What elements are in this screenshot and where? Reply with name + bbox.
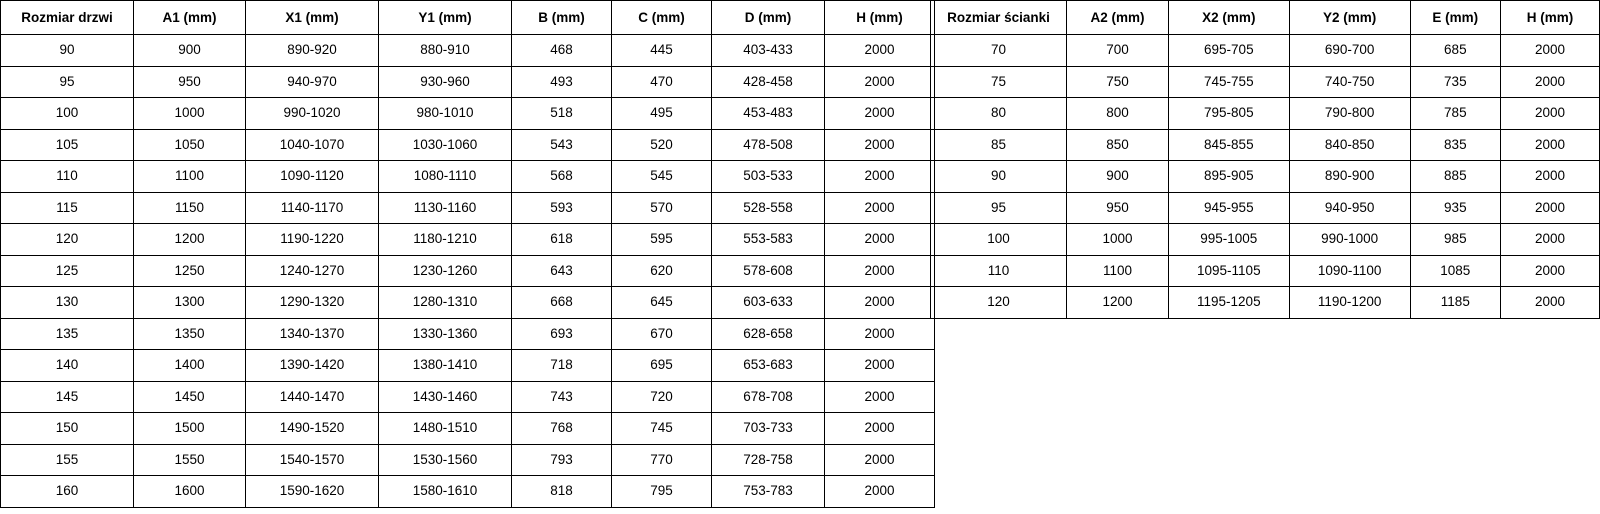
table-cell: 130 xyxy=(1,287,134,319)
table-cell: 620 xyxy=(612,255,712,287)
table-cell: 110 xyxy=(931,255,1067,287)
table-row xyxy=(1,287,935,319)
table-cell: 160 xyxy=(1,476,134,508)
table-row xyxy=(1,381,935,413)
table-cell: 1090-1120 xyxy=(246,161,379,193)
table-cell: 95 xyxy=(1,66,134,98)
table-cell: 2000 xyxy=(825,413,935,445)
table-cell: 753-783 xyxy=(712,476,825,508)
table-cell: 520 xyxy=(612,129,712,161)
table-cell: 1180-1210 xyxy=(379,224,512,256)
table-cell: 578-608 xyxy=(712,255,825,287)
table-cell: 90 xyxy=(931,161,1067,193)
table-cell: 793 xyxy=(512,444,612,476)
table-cell: 845-855 xyxy=(1168,129,1289,161)
table-cell: 2000 xyxy=(825,66,935,98)
table-cell: 1440-1470 xyxy=(246,381,379,413)
table-cell: 1040-1070 xyxy=(246,129,379,161)
table-cell: 1250 xyxy=(134,255,246,287)
table-cell: 2000 xyxy=(1501,192,1600,224)
table-cell: 745 xyxy=(612,413,712,445)
table-cell: 95 xyxy=(931,192,1067,224)
table-cell: 1390-1420 xyxy=(246,350,379,382)
table-header-row xyxy=(1,1,935,35)
table-cell: 115 xyxy=(1,192,134,224)
table-cell: 890-900 xyxy=(1289,161,1410,193)
table-row xyxy=(1,35,935,67)
table-cell: 528-558 xyxy=(712,192,825,224)
table-cell: 985 xyxy=(1410,224,1501,256)
table-cell: 653-683 xyxy=(712,350,825,382)
table-cell: 990-1000 xyxy=(1289,224,1410,256)
table-cell: 1100 xyxy=(134,161,246,193)
table-row xyxy=(1,255,935,287)
table-cell: 468 xyxy=(512,35,612,67)
table-cell: 2000 xyxy=(825,381,935,413)
table-row xyxy=(1,444,935,476)
table-row xyxy=(931,66,1600,98)
table-cell: 2000 xyxy=(825,318,935,350)
table-cell: 895-905 xyxy=(1168,161,1289,193)
table-cell: 940-950 xyxy=(1289,192,1410,224)
table-cell: 1430-1460 xyxy=(379,381,512,413)
table-cell: 750 xyxy=(1067,66,1169,98)
table-cell: 690-700 xyxy=(1289,35,1410,67)
table-cell: 2000 xyxy=(1501,129,1600,161)
table-cell: 70 xyxy=(931,35,1067,67)
table-cell: 2000 xyxy=(825,350,935,382)
table-cell: 1150 xyxy=(134,192,246,224)
doors-column-header: C (mm) xyxy=(612,1,712,35)
walls-size-table xyxy=(930,0,1600,319)
table-cell: 150 xyxy=(1,413,134,445)
table-cell: 125 xyxy=(1,255,134,287)
table-cell: 1350 xyxy=(134,318,246,350)
table-cell: 1340-1370 xyxy=(246,318,379,350)
doors-column-header: A1 (mm) xyxy=(134,1,246,35)
table-cell: 795-805 xyxy=(1168,98,1289,130)
table-cell: 1490-1520 xyxy=(246,413,379,445)
table-row xyxy=(1,224,935,256)
table-cell: 740-750 xyxy=(1289,66,1410,98)
table-cell: 1190-1200 xyxy=(1289,287,1410,319)
table-cell: 1400 xyxy=(134,350,246,382)
table-cell: 2000 xyxy=(1501,224,1600,256)
walls-size-table-container xyxy=(930,0,1600,319)
table-cell: 728-758 xyxy=(712,444,825,476)
table-cell: 745-755 xyxy=(1168,66,1289,98)
table-cell: 1195-1205 xyxy=(1168,287,1289,319)
doors-column-header: H (mm) xyxy=(825,1,935,35)
table-cell: 770 xyxy=(612,444,712,476)
walls-column-header: H (mm) xyxy=(1501,1,1600,35)
table-cell: 428-458 xyxy=(712,66,825,98)
table-cell: 818 xyxy=(512,476,612,508)
table-cell: 1480-1510 xyxy=(379,413,512,445)
table-cell: 1550 xyxy=(134,444,246,476)
table-cell: 2000 xyxy=(825,161,935,193)
table-cell: 695-705 xyxy=(1168,35,1289,67)
table-row xyxy=(931,35,1600,67)
table-header-row xyxy=(931,1,1600,35)
table-cell: 603-633 xyxy=(712,287,825,319)
table-cell: 1500 xyxy=(134,413,246,445)
table-row xyxy=(1,350,935,382)
table-cell: 718 xyxy=(512,350,612,382)
table-cell: 593 xyxy=(512,192,612,224)
table-cell: 1190-1220 xyxy=(246,224,379,256)
table-cell: 495 xyxy=(612,98,712,130)
table-cell: 120 xyxy=(1,224,134,256)
table-cell: 1050 xyxy=(134,129,246,161)
table-cell: 735 xyxy=(1410,66,1501,98)
table-row xyxy=(931,98,1600,130)
table-cell: 1140-1170 xyxy=(246,192,379,224)
table-cell: 835 xyxy=(1410,129,1501,161)
table-cell: 2000 xyxy=(825,444,935,476)
table-cell: 1450 xyxy=(134,381,246,413)
table-cell: 85 xyxy=(931,129,1067,161)
table-cell: 1090-1100 xyxy=(1289,255,1410,287)
table-row xyxy=(931,192,1600,224)
table-cell: 645 xyxy=(612,287,712,319)
table-cell: 2000 xyxy=(1501,98,1600,130)
table-cell: 595 xyxy=(612,224,712,256)
table-cell: 90 xyxy=(1,35,134,67)
table-cell: 100 xyxy=(1,98,134,130)
table-cell: 618 xyxy=(512,224,612,256)
table-cell: 2000 xyxy=(825,255,935,287)
table-cell: 2000 xyxy=(825,287,935,319)
table-cell: 145 xyxy=(1,381,134,413)
table-cell: 940-970 xyxy=(246,66,379,98)
table-cell: 493 xyxy=(512,66,612,98)
table-cell: 1080-1110 xyxy=(379,161,512,193)
doors-column-header: Rozmiar drzwi xyxy=(1,1,134,35)
table-cell: 403-433 xyxy=(712,35,825,67)
table-cell: 453-483 xyxy=(712,98,825,130)
doors-column-header: D (mm) xyxy=(712,1,825,35)
table-cell: 545 xyxy=(612,161,712,193)
table-row xyxy=(1,98,935,130)
doors-column-header: X1 (mm) xyxy=(246,1,379,35)
table-cell: 1100 xyxy=(1067,255,1169,287)
table-cell: 900 xyxy=(1067,161,1169,193)
table-cell: 2000 xyxy=(825,224,935,256)
table-cell: 885 xyxy=(1410,161,1501,193)
table-cell: 950 xyxy=(1067,192,1169,224)
table-cell: 1095-1105 xyxy=(1168,255,1289,287)
table-cell: 1380-1410 xyxy=(379,350,512,382)
table-row xyxy=(931,161,1600,193)
table-cell: 2000 xyxy=(825,35,935,67)
table-cell: 1200 xyxy=(134,224,246,256)
table-row xyxy=(1,192,935,224)
table-cell: 795 xyxy=(612,476,712,508)
table-cell: 1330-1360 xyxy=(379,318,512,350)
table-cell: 155 xyxy=(1,444,134,476)
table-row xyxy=(1,161,935,193)
table-cell: 880-910 xyxy=(379,35,512,67)
table-cell: 568 xyxy=(512,161,612,193)
table-cell: 720 xyxy=(612,381,712,413)
table-cell: 700 xyxy=(1067,35,1169,67)
doors-column-header: Y1 (mm) xyxy=(379,1,512,35)
table-cell: 2000 xyxy=(825,192,935,224)
table-cell: 2000 xyxy=(1501,35,1600,67)
table-cell: 1000 xyxy=(1067,224,1169,256)
table-cell: 570 xyxy=(612,192,712,224)
table-cell: 1030-1060 xyxy=(379,129,512,161)
table-row xyxy=(931,287,1600,319)
table-cell: 1580-1610 xyxy=(379,476,512,508)
table-cell: 445 xyxy=(612,35,712,67)
table-cell: 1085 xyxy=(1410,255,1501,287)
table-row xyxy=(1,129,935,161)
table-cell: 1000 xyxy=(134,98,246,130)
table-cell: 543 xyxy=(512,129,612,161)
table-cell: 685 xyxy=(1410,35,1501,67)
table-cell: 80 xyxy=(931,98,1067,130)
table-cell: 900 xyxy=(134,35,246,67)
table-cell: 628-658 xyxy=(712,318,825,350)
table-cell: 553-583 xyxy=(712,224,825,256)
table-cell: 790-800 xyxy=(1289,98,1410,130)
table-cell: 1290-1320 xyxy=(246,287,379,319)
table-cell: 695 xyxy=(612,350,712,382)
walls-column-header: A2 (mm) xyxy=(1067,1,1169,35)
table-cell: 840-850 xyxy=(1289,129,1410,161)
table-cell: 2000 xyxy=(1501,287,1600,319)
table-cell: 135 xyxy=(1,318,134,350)
table-cell: 950 xyxy=(134,66,246,98)
table-cell: 1200 xyxy=(1067,287,1169,319)
walls-column-header: E (mm) xyxy=(1410,1,1501,35)
table-cell: 930-960 xyxy=(379,66,512,98)
table-cell: 140 xyxy=(1,350,134,382)
walls-column-header: X2 (mm) xyxy=(1168,1,1289,35)
table-row xyxy=(931,255,1600,287)
table-cell: 980-1010 xyxy=(379,98,512,130)
table-cell: 2000 xyxy=(825,476,935,508)
table-cell: 120 xyxy=(931,287,1067,319)
table-cell: 995-1005 xyxy=(1168,224,1289,256)
table-cell: 1530-1560 xyxy=(379,444,512,476)
table-cell: 768 xyxy=(512,413,612,445)
table-cell: 2000 xyxy=(1501,161,1600,193)
table-cell: 503-533 xyxy=(712,161,825,193)
table-cell: 643 xyxy=(512,255,612,287)
table-cell: 743 xyxy=(512,381,612,413)
table-cell: 785 xyxy=(1410,98,1501,130)
table-cell: 2000 xyxy=(825,98,935,130)
table-cell: 100 xyxy=(931,224,1067,256)
table-cell: 890-920 xyxy=(246,35,379,67)
table-cell: 518 xyxy=(512,98,612,130)
table-row xyxy=(1,413,935,445)
table-cell: 1185 xyxy=(1410,287,1501,319)
table-cell: 2000 xyxy=(825,129,935,161)
walls-column-header: Rozmiar ścianki xyxy=(931,1,1067,35)
walls-column-header: Y2 (mm) xyxy=(1289,1,1410,35)
table-cell: 2000 xyxy=(1501,255,1600,287)
table-cell: 1540-1570 xyxy=(246,444,379,476)
table-cell: 1280-1310 xyxy=(379,287,512,319)
table-cell: 478-508 xyxy=(712,129,825,161)
table-cell: 1590-1620 xyxy=(246,476,379,508)
table-cell: 668 xyxy=(512,287,612,319)
doors-column-header: B (mm) xyxy=(512,1,612,35)
table-cell: 1230-1260 xyxy=(379,255,512,287)
table-cell: 990-1020 xyxy=(246,98,379,130)
table-cell: 2000 xyxy=(1501,66,1600,98)
table-cell: 945-955 xyxy=(1168,192,1289,224)
table-cell: 1240-1270 xyxy=(246,255,379,287)
table-cell: 110 xyxy=(1,161,134,193)
table-cell: 935 xyxy=(1410,192,1501,224)
table-cell: 703-733 xyxy=(712,413,825,445)
table-row xyxy=(931,129,1600,161)
table-row xyxy=(1,476,935,508)
table-cell: 470 xyxy=(612,66,712,98)
table-cell: 1600 xyxy=(134,476,246,508)
table-row xyxy=(1,66,935,98)
table-cell: 1300 xyxy=(134,287,246,319)
table-cell: 678-708 xyxy=(712,381,825,413)
table-cell: 693 xyxy=(512,318,612,350)
table-cell: 850 xyxy=(1067,129,1169,161)
table-cell: 1130-1160 xyxy=(379,192,512,224)
table-cell: 75 xyxy=(931,66,1067,98)
table-cell: 670 xyxy=(612,318,712,350)
table-row xyxy=(931,224,1600,256)
table-cell: 105 xyxy=(1,129,134,161)
table-row xyxy=(1,318,935,350)
table-cell: 800 xyxy=(1067,98,1169,130)
